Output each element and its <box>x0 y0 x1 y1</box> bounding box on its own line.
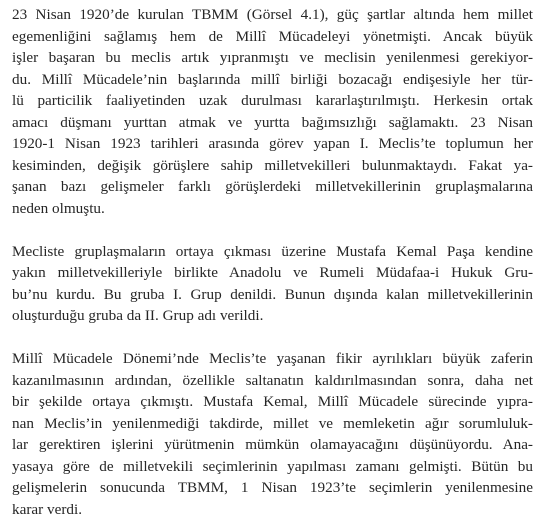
paragraph-2 <box>12 241 533 327</box>
text-line: lar gerektiren işlerini yürütmenin mümkün olamayacağını düşünüyordu. Ana- <box>12 434 533 456</box>
text-line: karar verdi. <box>12 499 533 520</box>
text-line: yakın milletvekilleriyle birlikte Anadolu ve Rumeli Müdafaa-i Hukuk Gru- <box>12 262 533 284</box>
text-line: Millî Mücadele Dönemi’nde Meclis’te yaşanan fikir ayrılıkları büyük zaferin <box>12 348 533 370</box>
text-line: Mecliste gruplaşmaların ortaya çıkması üzerine Mustafa Kemal Paşa kendine <box>12 241 533 263</box>
text-line: bu’nu kurdu. Bu gruba I. Grup denildi. Bunun dışında kalan milletvekillerinin <box>12 284 533 306</box>
text-line: du. Millî Mücadele’nin başlarında millî birliği bozacağı endişesiyle her tür- <box>12 69 533 91</box>
text-line: bir şekilde ortaya çıkmıştı. Mustafa Kemal, Millî Mücadele sürecinde yıpra- <box>12 391 533 413</box>
text-line: işler başaran bu meclis artık yıpranmıştı ve meclisin yenilenmesi gerekiyor- <box>12 47 533 69</box>
text-line: neden olmuştu. <box>12 198 533 220</box>
paragraph-1 <box>12 4 533 219</box>
text-line: oluşturduğu gruba da II. Grup adı verildi. <box>12 305 533 327</box>
text-line: egemenliğini sağlamış hem de Millî Mücadeleyi yönetmişti. Ancak büyük <box>12 26 533 48</box>
paragraph-3 <box>12 348 533 520</box>
text-line: lü particilik faaliyetinden uzak durulması kararlaştırılmıştı. Herkesin ortak <box>12 90 533 112</box>
text-line: nan Meclis’in yenilenmediği takdirde, millet ve memleketin ağır sorumluluk- <box>12 413 533 435</box>
text-line: şanan bazı gelişmeler farklı görüşlerdeki milletvekillerinin gruplaşmalarına <box>12 176 533 198</box>
text-line: amacı düşmanı yurttan atmak ve yurtta bağımsızlığı sağlamaktı. 23 Nisan <box>12 112 533 134</box>
text-line: 1920-1 Nisan 1923 tarihleri arasında görev yapan I. Meclis’te toplumun her <box>12 133 533 155</box>
text-line: gelişmelerin sonucunda TBMM, 1 Nisan 1923’te seçimlerin yenilenmesine <box>12 477 533 499</box>
text-line: 23 Nisan 1920’de kurulan TBMM (Görsel 4.1), güç şartlar altında hem millet <box>12 4 533 26</box>
text-line: yasaya göre de milletvekili seçimlerinin yapılması zamanı gelmişti. Bütün bu <box>12 456 533 478</box>
text-line: kazanılmasının ardından, özellikle saltanatın kaldırılmasından sonra, daha net <box>12 370 533 392</box>
text-line: kesiminden, değişik görüşlere sahip milletvekilleri bulunmaktaydı. Fakat ya- <box>12 155 533 177</box>
